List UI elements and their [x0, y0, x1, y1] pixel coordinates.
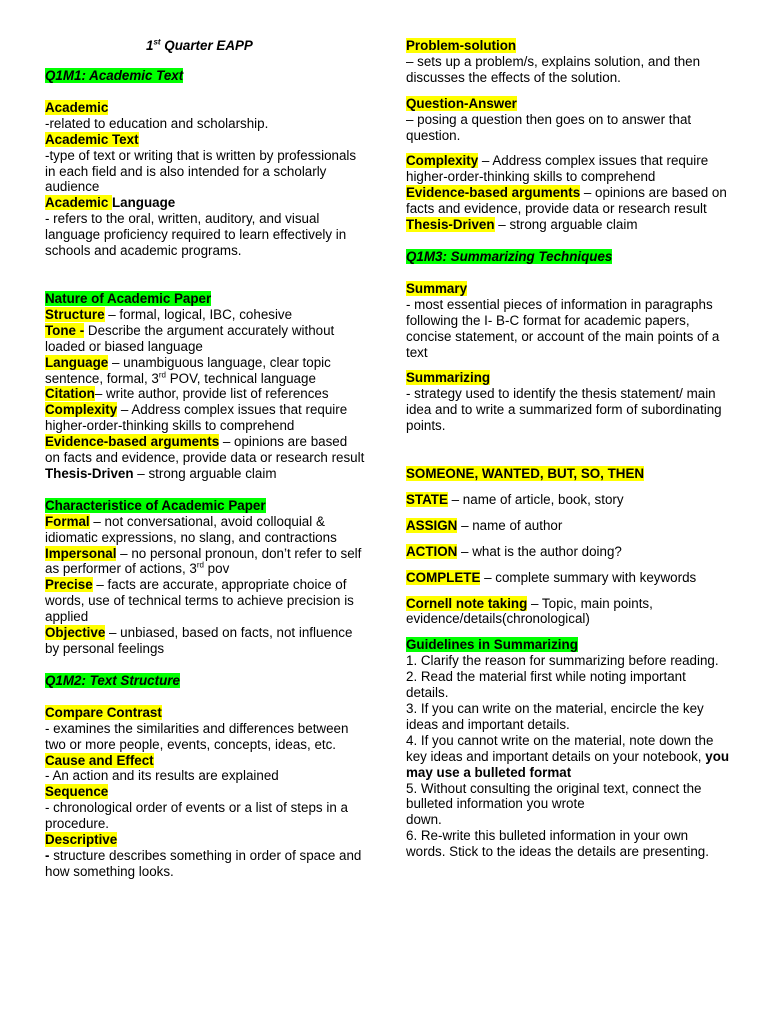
complexity-entry-right: Complexity – Address complex issues that require higher-order-thinking skills to comprehend: [406, 153, 709, 185]
cornell-entry: Cornell note taking – Topic, main points, evidence/details(chronological): [406, 595, 653, 627]
precise-entry: Precise – facts are accurate, appropriate choice of words, use of technical terms to achieve precision is applied: [45, 577, 354, 625]
document-title: 1st Quarter EAPP: [146, 37, 253, 53]
guideline-5: 5. Without consulting the original text, connect the bulleted information you wrote down.: [406, 780, 702, 828]
right-column: [406, 36, 731, 860]
structure-entry: Structure – formal, logical, IBC, cohesive: [45, 306, 293, 322]
swbst-heading: SOMEONE, WANTED, BUT, SO, THEN: [406, 466, 645, 482]
sequence-entry: Sequence - chronological order of events or a list of steps in a procedure.: [45, 784, 348, 832]
assign-entry: ASSIGN – name of author: [406, 517, 563, 533]
guidelines-heading: Guidelines in Summarizing: [406, 637, 578, 653]
state-entry: STATE – name of article, book, story: [406, 491, 624, 507]
q1m3-heading: Q1M3: Summarizing Techniques: [406, 248, 613, 264]
summarizing-entry: Summarizing - strategy used to identify the thesis statement/ main idea and to write a summarized form of subordinating points.: [406, 370, 722, 434]
guideline-1: 1. Clarify the reason for summarizing before reading.: [406, 653, 719, 669]
objective-entry: Objective – unbiased, based on facts, not influence by personal feelings: [45, 625, 353, 656]
formal-entry: Formal – not conversational, avoid colloquial & idiomatic expressions, no slang, and contractions: [45, 513, 337, 545]
thesis-entry-right: Thesis-Driven – strong arguable claim: [406, 217, 638, 233]
descriptive-entry: Descriptive - structure describes something in order of space and how something looks.: [45, 832, 362, 879]
guideline-2: 2. Read the material first while noting important details.: [406, 669, 686, 701]
evidence-entry: Evidence-based arguments – opinions are based on facts and evidence, provide data or research result: [45, 434, 365, 466]
guideline-3: 3. If you can write on the material, encircle the key ideas and important details.: [406, 701, 704, 732]
problem-solution-entry: Problem-solution – sets up a problem/s, explains solution, and then discusses the effects of the solution.: [406, 38, 701, 85]
academic-language-entry: Academic Language - refers to the oral, written, auditory, and visual language proficiency required to learn effectively in schools and academic programs.: [45, 195, 347, 259]
guideline-6: 6. Re-write this bulleted information in your own words. Stick to the ideas the details are presenting.: [406, 828, 709, 860]
guideline-4: 4. If you cannot write on the material, note down the key ideas and important details on your notebook, you may use a bulleted format: [406, 732, 730, 780]
academic-entry: Academic -related to education and scholarship.: [45, 99, 269, 131]
nature-heading: Nature of Academic Paper: [45, 290, 212, 306]
question-answer-entry: Question-Answer – posing a question then goes on to answer that question.: [406, 95, 692, 143]
action-entry: ACTION – what is the author doing?: [406, 543, 622, 559]
academic-text-entry: Academic Text -type of text or writing that is written by professionals in each field and is also intended for a scholarly audience: [45, 131, 357, 195]
impersonal-entry: Impersonal – no personal pronoun, don’t refer to self as performer of actions, 3rd pov: [45, 545, 362, 577]
compare-contrast-entry: Compare Contrast - examines the similarities and differences between two or more people, events, concepts, ideas, etc.: [45, 704, 349, 752]
thesis-entry: Thesis-Driven – strong arguable claim: [45, 465, 277, 481]
q1m2-heading: Q1M2: Text Structure: [45, 672, 180, 688]
language-entry: Language – unambiguous language, clear topic sentence, formal, 3rd POV, technical language: [45, 354, 331, 386]
evidence-entry-right: Evidence-based arguments – opinions are based on facts and evidence, provide data or research result: [406, 185, 727, 217]
complete-entry: COMPLETE – complete summary with keywords: [406, 569, 697, 585]
summary-entry: Summary - most essential pieces of information in paragraphs following the I- B-C format for academic papers, concise statement, or account of the main points of a text: [406, 280, 720, 360]
q1m1-heading: Q1M1: Academic Text: [45, 68, 184, 83]
tone-entry: Tone - Describe the argument accurately without loaded or biased language: [45, 322, 335, 354]
complexity-entry: Complexity – Address complex issues that require higher-order-thinking skills to comprehend: [45, 402, 348, 434]
citation-entry: Citation– write author, provide list of references: [45, 386, 329, 402]
left-column: [45, 36, 365, 880]
characteristics-heading: Characteristice of Academic Paper: [45, 497, 266, 513]
cause-effect-entry: Cause and Effect - An action and its results are explained: [45, 752, 279, 784]
